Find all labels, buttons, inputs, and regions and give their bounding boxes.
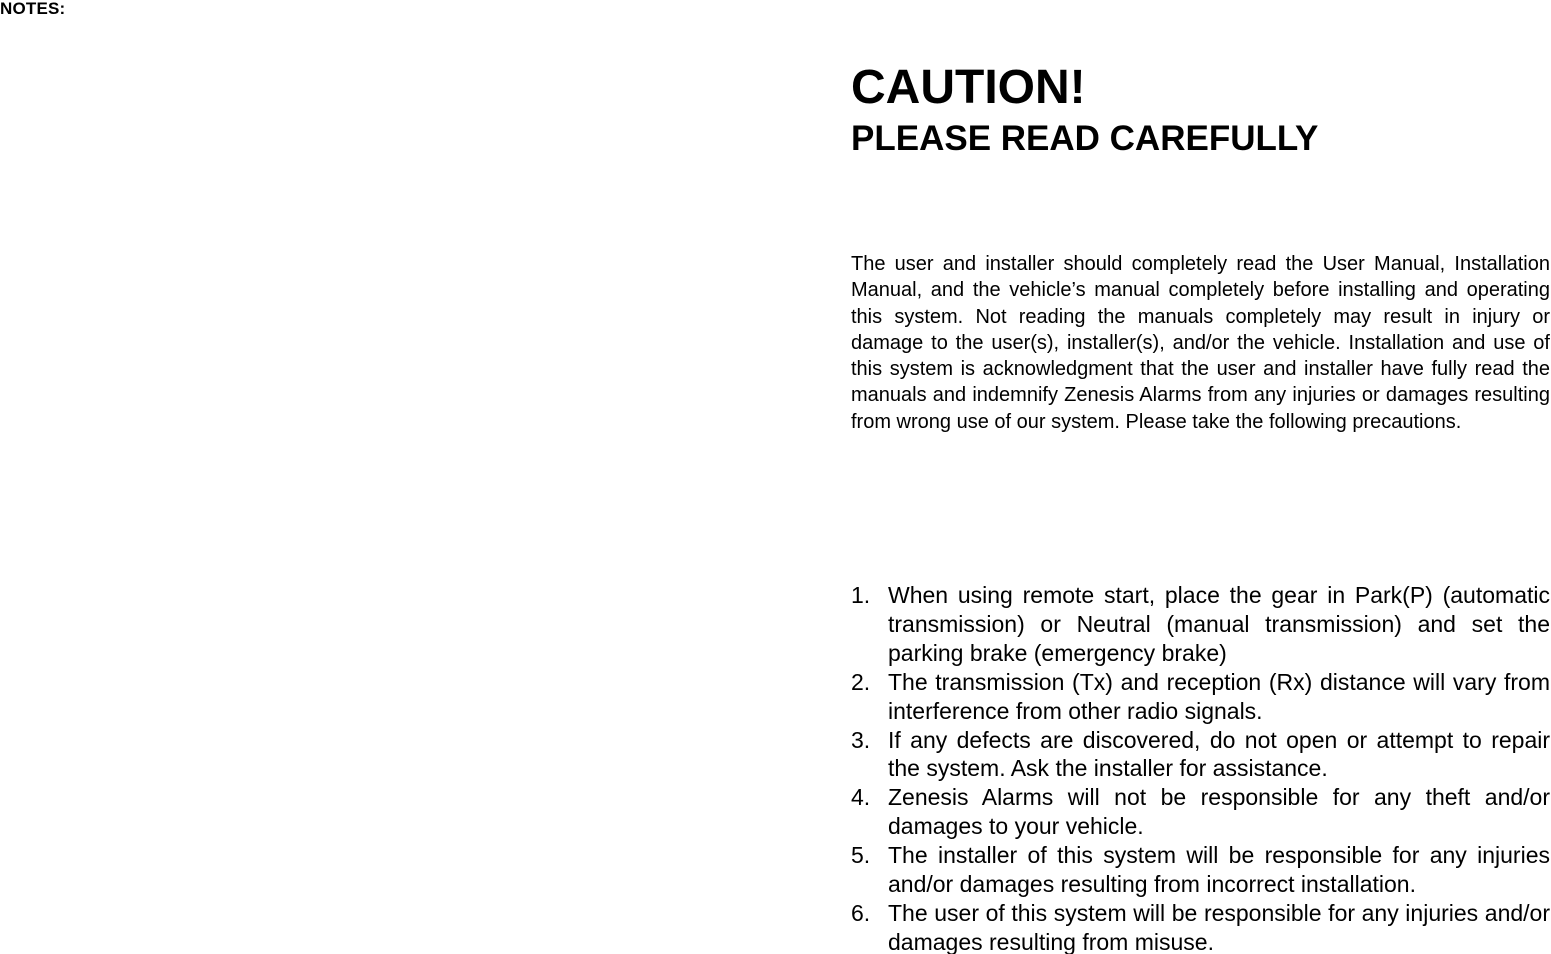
precaution-text: The transmission (Tx) and reception (Rx) distance will vary from interference from other radio signals. <box>888 668 1550 724</box>
precaution-item <box>851 783 1550 841</box>
caution-subtitle: PLEASE READ CAREFULLY <box>851 119 1319 158</box>
precaution-number: 2. <box>851 668 871 695</box>
intro-paragraph: The user and installer should completely read the User Manual, Installation Manual, and the vehicle’s manual completely before installing and operating this system. Not reading the manuals completely may result in injury or damage to the user(s), installer(s), and/or the vehicle. Installation and use of this system is acknowledgment that the user and installer have fully read the manuals and indemnify Zenesis Alarms from any injuries or damages resulting from wrong use of our system. Please take the following precautions. <box>851 253 1550 433</box>
precaution-text: The user of this system will be responsible for any injuries and/or damages resulting from misuse. <box>888 899 1550 954</box>
precaution-text: The installer of this system will be responsible for any injuries and/or damages resulting from incorrect installation. <box>888 842 1550 898</box>
precaution-number: 4. <box>851 784 871 811</box>
precaution-item <box>851 841 1550 899</box>
precaution-item <box>851 581 1550 668</box>
caution-page <box>851 0 1551 954</box>
precaution-number: 5. <box>851 842 871 869</box>
precaution-number: 6. <box>851 899 871 926</box>
notes-label: NOTES: <box>0 0 66 18</box>
precaution-item <box>851 668 1550 726</box>
precaution-number: 3. <box>851 726 871 753</box>
precaution-item <box>851 899 1550 954</box>
precaution-number: 1. <box>851 582 871 608</box>
precautions-list <box>851 581 1550 954</box>
caution-title: CAUTION! <box>851 61 1086 114</box>
precaution-item <box>851 726 1550 784</box>
precaution-text: When using remote start, place the gear in Park(P) (automatic transmission) or Neutral (manual transmission) and set the parking brake (emergency brake) <box>888 582 1550 666</box>
precaution-text: Zenesis Alarms will not be responsible for any theft and/or damages to your vehicle. <box>888 784 1550 840</box>
precaution-text: If any defects are discovered, do not open or attempt to repair the system. Ask the installer for assistance. <box>888 726 1550 782</box>
